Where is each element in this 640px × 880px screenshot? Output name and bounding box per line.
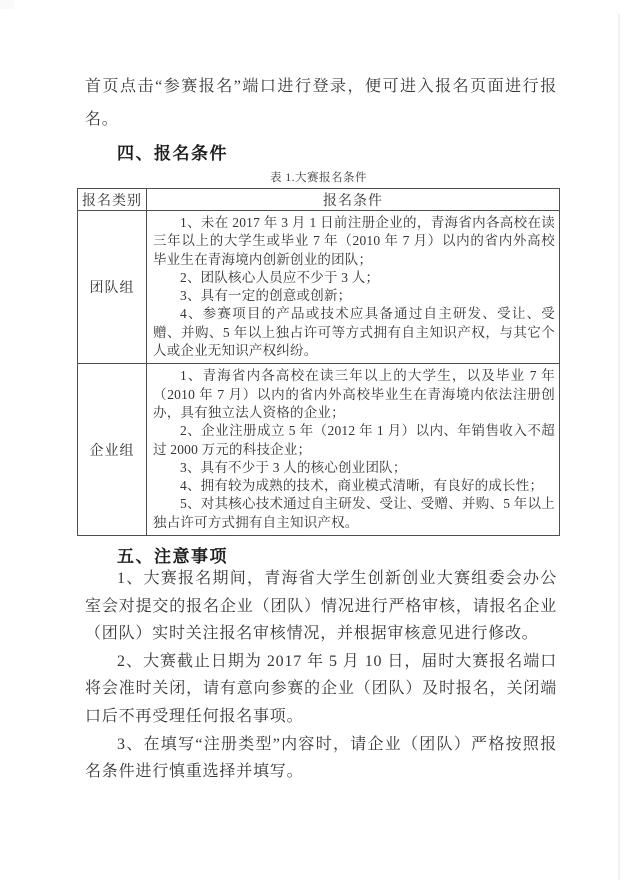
enterprise-condition-5: 5、对其核心技术通过自主研发、受让、受赠、并购、5 年以上独占许可方式拥有自主知识产权。 (153, 496, 555, 530)
note-3: 3、在填写“注册类型”内容时，请企业（团队）严格按照报名条件进行慎重选择并填写。 (85, 735, 557, 781)
notes-section (85, 565, 557, 786)
conditions-team (147, 211, 560, 364)
enterprise-condition-1: 1、青海省内各高校在读三年以上的大学生，以及毕业 7 年（2010 年 7 月）以内的省内外高校毕业生在青海境内依法注册创办，具有独立法人资格的企业； (153, 368, 555, 420)
section-5-heading: 五、注意事项 (117, 547, 228, 566)
table-caption: 表 1.大赛报名条件 (270, 172, 367, 184)
enterprise-condition-2: 2、企业注册成立 5 年（2012 年 1 月）以内、年销售收入不超过 2000 万元的科技企业； (153, 423, 555, 457)
page-edge-line (618, 14, 620, 880)
category-enterprise: 企业组 (78, 364, 147, 536)
table-row-enterprise (78, 364, 560, 536)
section-4-heading: 四、报名条件 (117, 144, 228, 163)
team-condition-4: 4、参赛项目的产品或技术应具备通过自主研发、受让、受赠、并购、5 年以上独占许可等方式拥有自主知识产权，与其它个人或企业无知识产权纠纷。 (153, 306, 555, 359)
team-condition-1: 1、未在 2017 年 3 月 1 日前注册企业的，青海省内各高校在读三年以上的大学生或毕业 7 年（2010 年 7 月）以内的省内外高校毕业生在青海境内创新创业的团队； (153, 215, 555, 267)
table-header-row (78, 189, 560, 211)
enterprise-condition-3: 3、具有不少于 3 人的核心创业团队； (180, 459, 407, 475)
header-category: 报名类别 (78, 189, 147, 211)
team-condition-3: 3、具有一定的创意或创新； (180, 288, 352, 304)
category-team: 团队组 (78, 211, 147, 364)
conditions-enterprise (147, 364, 560, 536)
note-1: 1、大赛报名期间，青海省大学生创新创业大赛组委会办公室会对提交的报名企业（团队）情况进行严格审核，请报名企业（团队）实时关注报名审核情况，并根据审核意见进行修改。 (85, 570, 557, 643)
team-condition-2: 2、团队核心人员应不少于 3 人； (180, 269, 380, 285)
registration-conditions-table (77, 188, 560, 536)
enterprise-condition-4: 4、拥有较为成熟的技术，商业模式清晰，有良好的成长性； (180, 478, 544, 494)
table-row-team (78, 211, 560, 364)
header-conditions: 报名条件 (147, 189, 560, 211)
scan-corner-smudge (0, 0, 14, 9)
note-2: 2、大赛截止日期为 2017 年 5 月 10 日，届时大赛报名端口将会准时关闭，请有意向参赛的企业（团队）及时报名，关闭端口后不再受理任何报名事项。 (85, 652, 557, 725)
intro-paragraph: 首页点击“参赛报名”端口进行登录，便可进入报名页面进行报名。 (85, 78, 557, 128)
